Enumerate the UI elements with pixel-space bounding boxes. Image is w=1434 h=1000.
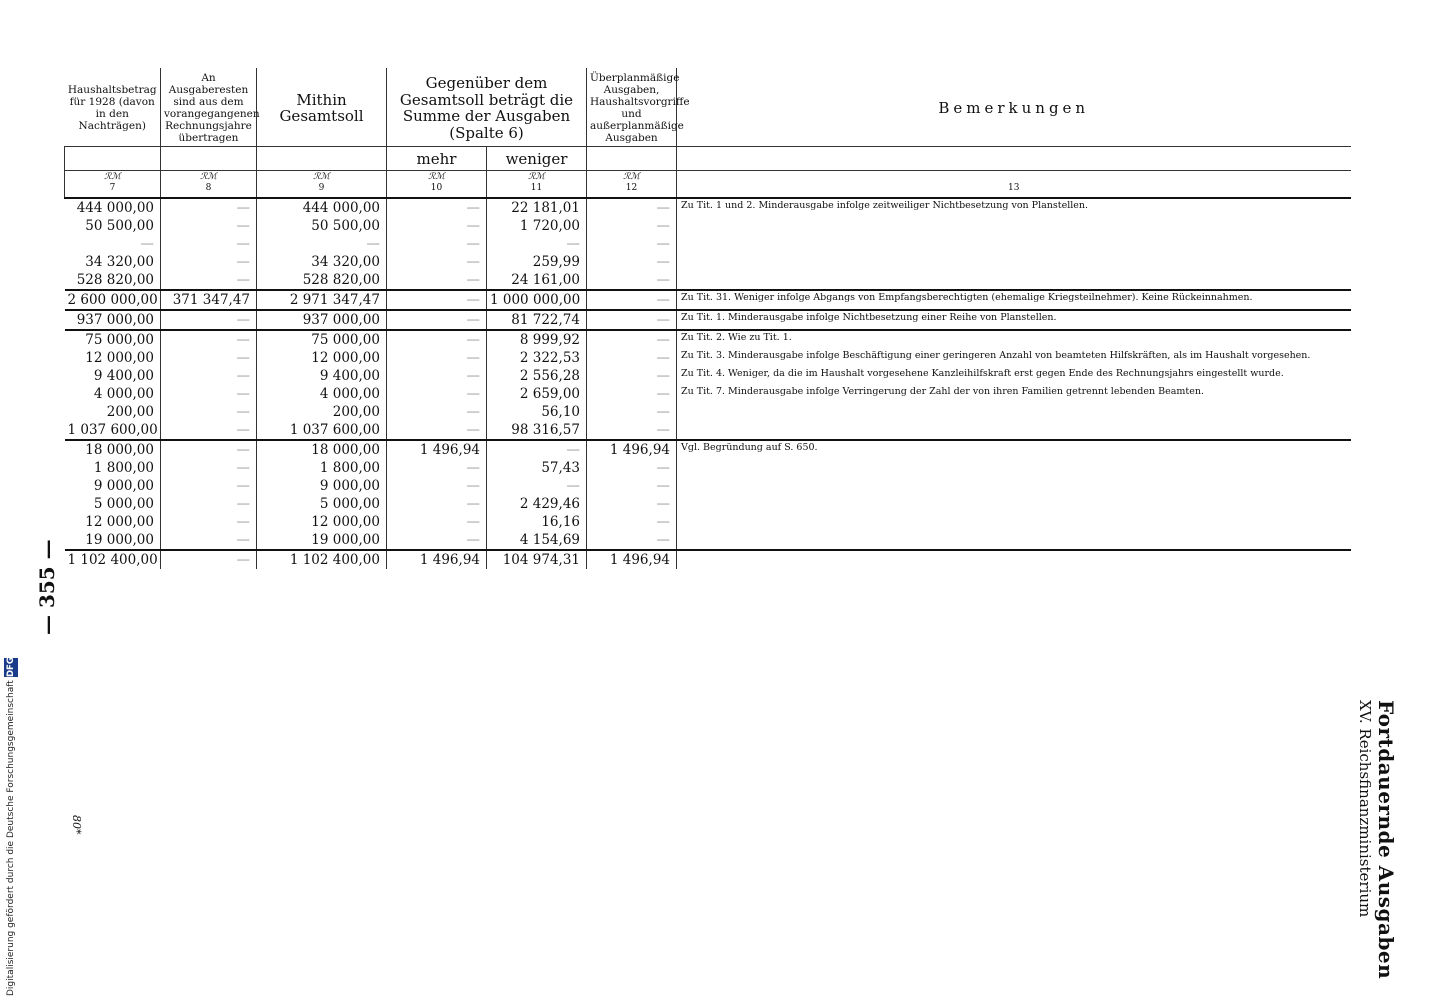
cell-c7: 444 000,00	[76, 199, 154, 216]
cell-c8: —	[161, 531, 257, 550]
unit-label-9: ℛℳ	[257, 170, 387, 183]
funding-note-text: Digitalisierung gefördert durch die Deutsche Forschungsgemeinschaft	[6, 680, 16, 996]
cell-c12: —	[587, 367, 677, 385]
ledger-table	[64, 68, 1351, 569]
cell-c10: —	[387, 217, 487, 235]
cell-c7: 528 820,00	[65, 271, 161, 290]
cell-c10: 1 496,94	[387, 550, 487, 569]
col11-header: weniger	[487, 147, 587, 171]
col10-11-group-header	[387, 68, 587, 147]
cell-c11: 98 316,57	[487, 421, 587, 440]
cell-c12: —	[587, 459, 677, 477]
cell-c7: 4 000,00	[93, 385, 154, 402]
table-row	[65, 198, 1351, 217]
cell-c13	[677, 421, 1351, 440]
cell-c7: 5 000,00	[93, 495, 154, 512]
cell-c9: 12 000,00	[257, 513, 387, 531]
cell-c7: 12 000,00	[85, 513, 154, 530]
cell-c9: 5 000,00	[257, 495, 387, 513]
cell-c8: —	[161, 198, 257, 217]
cell-c8: —	[161, 440, 257, 459]
table-row	[65, 477, 1351, 495]
cell-c9: 528 820,00	[257, 271, 387, 290]
cell-c10: 1 496,94	[387, 440, 487, 459]
cell-c13: Zu Tit. 31. Weniger infolge Abgangs von Empfangsberechtigten (ehemalige Kriegsteilnehmer). Keine Rückeinnahmen.	[677, 290, 1351, 310]
cell-c11: 2 429,46	[487, 495, 587, 513]
table-row	[65, 330, 1351, 349]
cell-c13: Vgl. Begründung auf S. 650.	[677, 440, 1351, 459]
col12-header: Überplanmäßige Ausgaben, Haushaltsvorgriffe und außerplanmäßige Ausgaben	[587, 68, 677, 147]
cell-c7: 1 037 600,00	[65, 421, 161, 440]
cell-c11: —	[487, 235, 587, 253]
cell-c7: 9 400,00	[93, 367, 154, 384]
funding-note	[4, 600, 18, 996]
cell-c9: 2 971 347,47	[257, 290, 387, 310]
table-row	[65, 367, 1351, 385]
cell-c9: —	[257, 235, 387, 253]
table-row	[65, 271, 1351, 290]
cell-c7: 18 000,00	[85, 441, 154, 458]
cell-c10: —	[387, 330, 487, 349]
cell-c10: —	[387, 310, 487, 330]
cell-c7: 75 000,00	[85, 331, 154, 348]
cell-c13	[677, 495, 1351, 513]
cell-c10: —	[387, 513, 487, 531]
cell-c8: —	[161, 367, 257, 385]
cell-c11: —	[487, 477, 587, 495]
cell-c7: 2 600 000,00	[65, 290, 161, 310]
cell-c8: —	[161, 495, 257, 513]
cell-c12: —	[587, 385, 677, 403]
col-number-8: 8	[161, 183, 257, 197]
col-number-9: 9	[257, 183, 387, 197]
cell-c11: 4 154,69	[487, 531, 587, 550]
cell-c13	[677, 513, 1351, 531]
table-row	[65, 550, 1351, 569]
cell-c8: —	[161, 421, 257, 440]
unit-c13	[677, 147, 1351, 171]
cell-c11: 56,10	[487, 403, 587, 421]
cell-c11: 22 181,01	[487, 198, 587, 217]
col10-header: mehr	[387, 147, 487, 171]
unit-label-10: ℛℳ	[387, 170, 487, 183]
table-row	[65, 385, 1351, 403]
cell-c10: —	[387, 253, 487, 271]
cell-c12: —	[587, 290, 677, 310]
cell-c12: —	[587, 421, 677, 440]
cell-c8: 371 347,47	[161, 290, 257, 310]
ledger-body	[65, 198, 1351, 569]
col-number-7: 7	[65, 183, 161, 197]
table-row	[65, 217, 1351, 235]
col13-header: Bemerkungen	[677, 68, 1351, 147]
table-row	[65, 253, 1351, 271]
cell-c12: —	[587, 477, 677, 495]
cell-c8: —	[161, 459, 257, 477]
cell-c11: 259,99	[487, 253, 587, 271]
cell-c7: 50 500,00	[85, 217, 154, 234]
cell-c11: 1 000 000,00	[487, 290, 587, 310]
cell-c12: —	[587, 403, 677, 421]
table-row	[65, 495, 1351, 513]
table-row	[65, 421, 1351, 440]
table-frame	[64, 68, 1350, 928]
table-row	[65, 513, 1351, 531]
cell-c13	[677, 531, 1351, 550]
cell-c13	[677, 403, 1351, 421]
cell-c8: —	[161, 513, 257, 531]
cell-c12: —	[587, 330, 677, 349]
group-label: Gegenüber dem Gesamtsoll beträgt die Summe der Ausgaben (Spalte 6)	[399, 74, 574, 142]
cell-c13: Zu Tit. 7. Minderausgabe infolge Verringerung der Zahl der von ihren Familien getrennt lebenden Beamten.	[677, 385, 1351, 403]
cell-c13	[677, 271, 1351, 290]
table-row	[65, 531, 1351, 550]
unit-c12	[587, 147, 677, 171]
cell-c11: 2 659,00	[487, 385, 587, 403]
cell-c13: Zu Tit. 1 und 2. Minderausgabe infolge zeitweiliger Nichtbesetzung von Planstellen.	[677, 198, 1351, 217]
cell-c13: Zu Tit. 4. Weniger, da die im Haushalt vorgesehene Kanzleihilfskraft erst gegen Ende des Rechnungsjahrs eingestellt wurde.	[677, 367, 1351, 385]
cell-c10: —	[387, 477, 487, 495]
cell-c7: 34 320,00	[85, 253, 154, 270]
cell-c9: 1 102 400,00	[257, 550, 387, 569]
cell-c7: 1 800,00	[93, 459, 154, 476]
cell-c13	[677, 477, 1351, 495]
cell-c8: —	[161, 271, 257, 290]
cell-c9: 19 000,00	[257, 531, 387, 550]
cell-c12: 1 496,94	[587, 440, 677, 459]
cell-c9: 34 320,00	[257, 253, 387, 271]
unit-c8	[161, 147, 257, 171]
unit-label-13	[677, 170, 1351, 183]
cell-c9: 444 000,00	[257, 198, 387, 217]
cell-c9: 9 400,00	[257, 367, 387, 385]
col9-header: Mithin Gesamtsoll	[257, 68, 387, 147]
cell-c12: —	[587, 198, 677, 217]
cell-c10: —	[387, 271, 487, 290]
unit-c7	[65, 147, 161, 171]
cell-c11: 57,43	[487, 459, 587, 477]
page-number: — 355 —	[35, 539, 59, 635]
cell-c12: —	[587, 531, 677, 550]
signature-mark: 80*	[70, 815, 83, 835]
unit-label-11: ℛℳ	[487, 170, 587, 183]
cell-c12: —	[587, 513, 677, 531]
cell-c9: 4 000,00	[257, 385, 387, 403]
cell-c13: Zu Tit. 1. Minderausgabe infolge Nichtbesetzung einer Reihe von Planstellen.	[677, 310, 1351, 330]
cell-c9: 200,00	[257, 403, 387, 421]
dfg-logo: DFG	[6, 657, 16, 678]
cell-c11: 81 722,74	[487, 310, 587, 330]
cell-c8: —	[161, 477, 257, 495]
table-row	[65, 310, 1351, 330]
cell-c11: 8 999,92	[487, 330, 587, 349]
col8-header: An Ausgaberesten sind aus dem vorangegangenen Rechnungsjahre übertragen	[161, 68, 257, 147]
unit-label-7: ℛℳ	[65, 170, 161, 183]
table-row	[65, 403, 1351, 421]
cell-c11: —	[487, 440, 587, 459]
cell-c9: 50 500,00	[257, 217, 387, 235]
cell-c13: Zu Tit. 2. Wie zu Tit. 1.	[677, 330, 1351, 349]
cell-c7: 1 102 400,00	[67, 551, 158, 568]
cell-c13	[677, 235, 1351, 253]
cell-c8: —	[161, 550, 257, 569]
cell-c9: 937 000,00	[257, 310, 387, 330]
col7-header: Haushaltsbetrag für 1928 (davon in den Nachträgen)	[65, 68, 161, 147]
cell-c7: —	[140, 235, 154, 252]
page-title: Fortdauernde Ausgaben	[1374, 700, 1398, 980]
cell-c7: 937 000,00	[65, 310, 161, 330]
cell-c11: 2 322,53	[487, 349, 587, 367]
cell-c7: 19 000,00	[65, 531, 161, 550]
cell-c12: —	[587, 253, 677, 271]
cell-c13: Zu Tit. 3. Minderausgabe infolge Beschäftigung einer geringeren Anzahl von beamteten Hilfskräften, als im Haushalt vorgesehen.	[677, 349, 1351, 367]
cell-c10: —	[387, 459, 487, 477]
table-row	[65, 290, 1351, 310]
table-row	[65, 235, 1351, 253]
unit-label-12: ℛℳ	[587, 170, 677, 183]
cell-c10: —	[387, 421, 487, 440]
col-number-11: 11	[487, 183, 587, 197]
page-header	[1356, 700, 1398, 1000]
cell-c10: —	[387, 495, 487, 513]
cell-c7: 9 000,00	[93, 477, 154, 494]
cell-c11: 16,16	[487, 513, 587, 531]
col-number-13: 13	[677, 183, 1351, 197]
cell-c10: —	[387, 531, 487, 550]
cell-c8: —	[161, 349, 257, 367]
cell-c13	[677, 217, 1351, 235]
col-number-10: 10	[387, 183, 487, 197]
cell-c8: —	[161, 403, 257, 421]
cell-c10: —	[387, 198, 487, 217]
cell-c9: 1 800,00	[257, 459, 387, 477]
table-row	[65, 349, 1351, 367]
cell-c10: —	[387, 403, 487, 421]
cell-c8: —	[161, 385, 257, 403]
unit-c9	[257, 147, 387, 171]
cell-c11: 1 720,00	[487, 217, 587, 235]
table-row	[65, 440, 1351, 459]
cell-c9: 1 037 600,00	[257, 421, 387, 440]
cell-c7: 200,00	[106, 403, 154, 420]
cell-c10: —	[387, 385, 487, 403]
cell-c13	[677, 253, 1351, 271]
cell-c8: —	[161, 235, 257, 253]
cell-c8: —	[161, 310, 257, 330]
cell-c12: —	[587, 310, 677, 330]
cell-c12: —	[587, 217, 677, 235]
cell-c11: 24 161,00	[487, 271, 587, 290]
cell-c9: 12 000,00	[257, 349, 387, 367]
cell-c9: 18 000,00	[257, 440, 387, 459]
cell-c13	[677, 550, 1351, 569]
cell-c12: —	[587, 495, 677, 513]
cell-c12: —	[587, 271, 677, 290]
cell-c12: —	[587, 235, 677, 253]
cell-c7: 12 000,00	[85, 349, 154, 366]
cell-c11: 104 974,31	[487, 550, 587, 569]
cell-c9: 75 000,00	[257, 330, 387, 349]
cell-c10: —	[387, 290, 487, 310]
cell-c12: —	[587, 349, 677, 367]
cell-c11: 2 556,28	[487, 367, 587, 385]
cell-c8: —	[161, 217, 257, 235]
cell-c13	[677, 459, 1351, 477]
cell-c8: —	[161, 253, 257, 271]
cell-c9: 9 000,00	[257, 477, 387, 495]
unit-label-8: ℛℳ	[161, 170, 257, 183]
table-row	[65, 459, 1351, 477]
col-number-12: 12	[587, 183, 677, 197]
cell-c10: —	[387, 349, 487, 367]
page-subtitle: XV. Reichsfinanzministerium	[1356, 700, 1374, 918]
cell-c8: —	[161, 330, 257, 349]
cell-c12: 1 496,94	[587, 550, 677, 569]
cell-c10: —	[387, 235, 487, 253]
cell-c10: —	[387, 367, 487, 385]
